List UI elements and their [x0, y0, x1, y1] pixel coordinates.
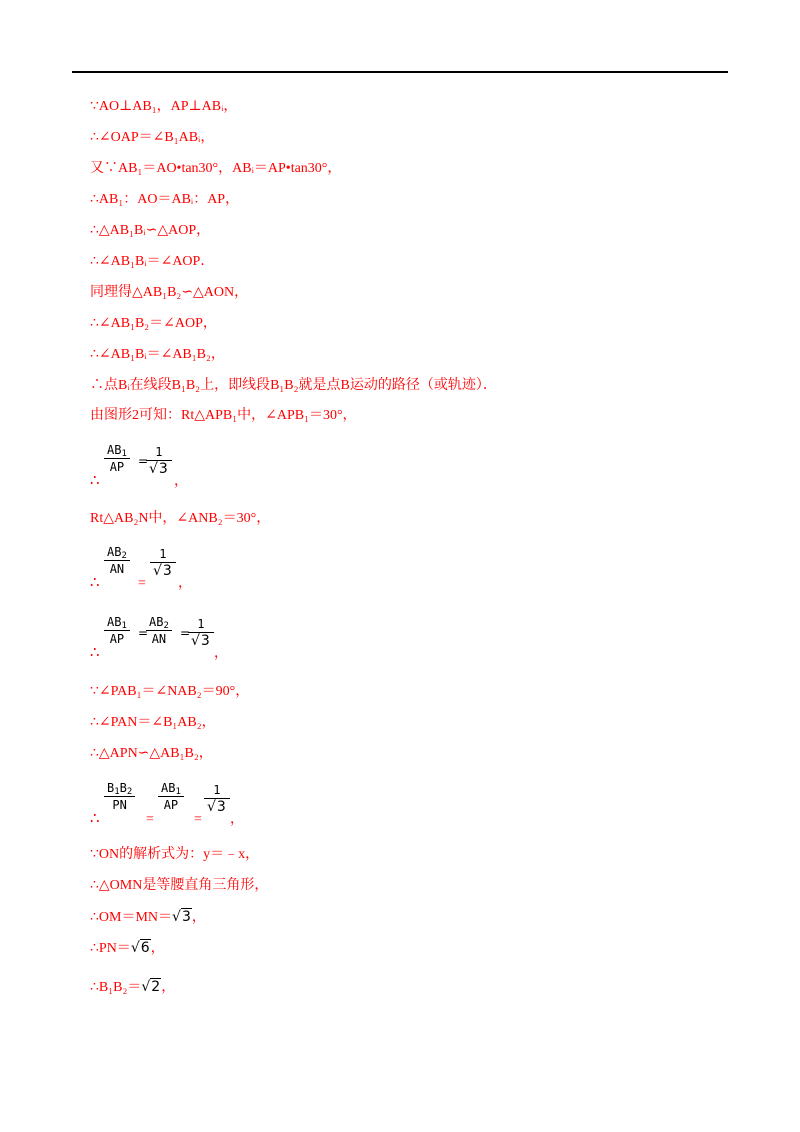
proof-line-12: Rt△AB₂N中，∠ANB₂＝30°，: [90, 511, 271, 526]
proof-line-8: ∴∠AB₁B₂＝∠AOP，: [90, 316, 217, 331]
header-rule: [72, 71, 728, 73]
proof-line-18: ∴OM＝MN＝√3，: [90, 909, 206, 925]
fraction-one-root3: $\frac{1}{√3}$: [188, 616, 214, 649]
proof-line-1: ∵AO⊥AB₁，AP⊥ABᵢ，: [90, 99, 238, 114]
proof-line-2: ∴∠OAP＝∠B₁ABᵢ，: [90, 130, 215, 145]
proof-line-20: ∴B₁B₂＝√2，: [90, 979, 176, 995]
fraction-one-root3: $\frac{1}{√3}$: [150, 546, 176, 579]
proof-line-14: ∴∠PAN＝∠B₁AB₂，: [90, 715, 216, 730]
formula-3: ∴ $\frac{AB_1}{AP}$ = $\frac{AB_2}{AN}$ = $\frac{1}{√3}$ ，: [90, 615, 228, 661]
proof-line-6: ∴∠AB₁Bᵢ＝∠AOP．: [90, 254, 215, 269]
proof-line-10: ∴点Bᵢ在线段B₁B₂上，即线段B₁B₂就是点B运动的路径（或轨迹）．: [90, 378, 497, 393]
fraction-ab2-an: $\frac{AB_2}{AN}$: [104, 544, 130, 577]
fraction-b1b2-pn: $\frac{B_1B_2}{PN}$: [104, 780, 135, 813]
proof-line-11: 由图形2可知：Rt△APB₁中，∠APB₁＝30°，: [90, 408, 357, 423]
formula-4: ∴ $\frac{B_1B_2}{PN}$ = $\frac{AB_1}{AP}$ = $\frac{1}{√3}$ ，: [90, 781, 244, 827]
fraction-one-root3: $\frac{1}{√3}$: [204, 782, 230, 815]
root-2: √2: [141, 979, 161, 995]
fraction-one-root3: $\frac{1}{√3}$: [146, 444, 172, 477]
proof-line-16: ∵ON的解析式为：y＝﹣x，: [90, 847, 260, 862]
formula-1: ∴ $\frac{AB_1}{AP}$ = $\frac{1}{√3}$ ，: [90, 443, 188, 489]
proof-line-5: ∴△AB₁Bᵢ∽△AOP，: [90, 223, 211, 238]
proof-line-9: ∴∠AB₁Bᵢ＝∠AB₁B₂，: [90, 347, 225, 362]
proof-line-4: ∴AB₁：AO＝ABᵢ：AP，: [90, 192, 240, 207]
therefore-symbol: ∴: [90, 473, 100, 489]
root-6: √6: [130, 940, 150, 956]
root-3: √3: [172, 909, 191, 925]
proof-line-17: ∴△OMN是等腰直角三角形，: [90, 878, 269, 893]
fraction-ab1-ap: $\frac{AB_1}{AP}$: [104, 442, 130, 475]
fraction-ab1-ap: $\frac{AB_1}{AP}$: [158, 780, 184, 813]
fraction-ab1-ap: $\frac{AB_1}{AP}$: [104, 614, 130, 647]
formula-2: ∴ $\frac{AB_2}{AN}$ = $\frac{1}{√3}$ ，: [90, 545, 192, 591]
proof-line-15: ∴△APN∽△AB₁B₂，: [90, 746, 213, 761]
equals-sign: =: [138, 454, 149, 468]
fraction-ab2-an: $\frac{AB_2}{AN}$: [146, 614, 172, 647]
proof-line-19: ∴PN＝√6，: [90, 940, 165, 956]
proof-line-3: 又∵AB₁＝AO•tan30°，ABᵢ＝AP•tan30°，: [90, 161, 342, 176]
proof-line-13: ∵∠PAB₁＝∠NAB₂＝90°，: [90, 684, 250, 699]
proof-line-7: 同理得△AB₁B₂∽△AON，: [90, 285, 249, 300]
